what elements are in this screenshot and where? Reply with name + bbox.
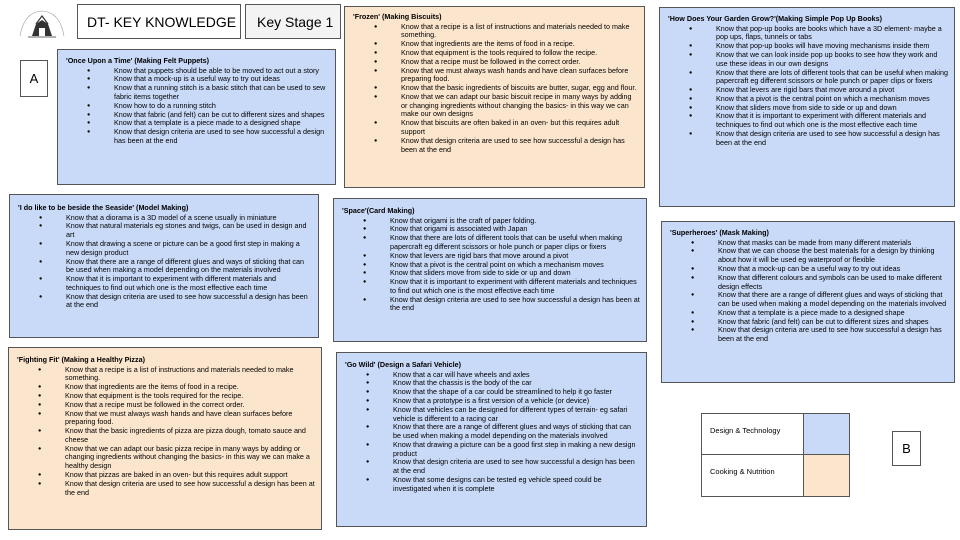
- list-item: ● Know that design criteria are used to see how successful a design has been at the end: [65, 480, 315, 498]
- list-item: ● Know that fabric (and felt) can be cut to different sizes and shapes: [114, 111, 329, 120]
- list-item: ● Know that a prototype is a first version of a vehicle (or device): [393, 397, 640, 406]
- list-item: ● Know that the basic ingredients of pizza are pizza dough, tomato sauce and cheese: [65, 427, 315, 445]
- panel-mask-making: [661, 221, 955, 383]
- panel-title: 'Superheroes' (Mask Making): [670, 228, 769, 237]
- legend-label: Design & Technology: [710, 426, 781, 435]
- school-logo: [14, 6, 70, 42]
- list-item: ● Know that puppets should be able to be moved to act out a story: [114, 67, 329, 76]
- list-item: ● Know that a recipe must be followed in the correct order.: [65, 401, 315, 410]
- panel-pop-up-books: [659, 7, 955, 207]
- panel-title: 'Space'(Card Making): [342, 206, 415, 215]
- key-stage-box: [245, 4, 341, 39]
- marker-b: [892, 431, 921, 466]
- panel-felt-puppets: [57, 49, 336, 185]
- legend: [701, 413, 850, 497]
- list-item: ● Know that origami is associated with Japan: [390, 225, 640, 234]
- list-item: ● Know that sliders move from side to side or up and down: [390, 269, 640, 278]
- list-item: ● Know that there are lots of different tools that can be useful when making papercraft eg different scissors or hole punch or paper clips or fixers: [390, 234, 640, 252]
- list-item: ● Know that some designs can be tested eg vehicle speed could be investigated when it is complete: [393, 476, 640, 494]
- knowledge-list: [670, 239, 948, 344]
- list-item: ● Know that there are a range of different glues and ways of sticking that can be used when making a model depending on the materials involved: [393, 423, 640, 441]
- list-item: ● Know that it is important to experiment with different materials and techniques to find out which one is the most effective each time: [716, 112, 948, 130]
- legend-row-dt: [702, 414, 849, 455]
- list-item: ● Know that drawing a scene or picture can be a good first step in making a new design product: [66, 240, 312, 258]
- list-item: ● Know that a mock-up can be a useful way to try out ideas: [718, 265, 948, 274]
- list-item: ● Know that a recipe is a list of instructions and materials needed to make something.: [401, 23, 638, 41]
- list-item: ● Know that vehicles can be designed for different types of terrain- eg safari vehicle is different to a racing car: [393, 406, 640, 424]
- list-item: ● Know that a pivot is the central point on which a mechanism moves: [390, 261, 640, 270]
- list-item: ● Know that a diorama is a 3D model of a scene usually in miniature: [66, 214, 312, 223]
- list-item: ● Know that design criteria are used to see how successful a design has been at the end: [393, 458, 640, 476]
- list-item: ● Know that equipment is the tools required for the recipe.: [65, 392, 315, 401]
- list-item: ● Know that it is important to experiment with different materials and techniques to find out which one is the most effective each time: [390, 278, 640, 296]
- list-item: ● Know that there are a range of different glues and ways of sticking that can be used when making a model depending on the materials involved: [66, 258, 312, 276]
- panel-title: 'Go Wild' (Design a Safari Vehicle): [345, 360, 461, 369]
- panel-safari-vehicle: [336, 352, 647, 527]
- list-item: ● Know that pop-up books are books which have a 3D element- maybe a pop ups, flaps, tunnels or tabs: [716, 25, 948, 43]
- list-item: ● Know that we can adapt our basic pizza recipe in many ways by adding or changing ingredients without changing the basics- in this way we can make a healthy design: [65, 445, 315, 471]
- key-stage-label: Key Stage 1: [257, 13, 334, 30]
- list-item: ● Know that we must always wash hands and have clean surfaces before preparing food.: [401, 67, 638, 85]
- knowledge-list: [342, 217, 640, 314]
- list-item: ● Know that equipment is the tools required to follow the recipe.: [401, 49, 638, 58]
- list-item: ● Know that sliders move from side to side or up and down: [716, 104, 948, 113]
- list-item: ● Know that the basic ingredients of biscuits are butter, sugar, egg and flour.: [401, 84, 638, 93]
- list-item: ● Know that a car will have wheels and axles: [393, 371, 640, 380]
- list-item: ● Know that a recipe is a list of instructions and materials needed to make something.: [65, 366, 315, 384]
- list-item: ● Know that different colours and symbols can be used to make different design effects: [718, 274, 948, 292]
- panel-title: 'Fighting Fit' (Making a Healthy Pizza): [17, 355, 146, 364]
- list-item: ● Know that we must always wash hands and have clean surfaces before preparing food.: [65, 410, 315, 428]
- list-item: ● Know that it is important to experiment with different materials and techniques to find out which one is the most effective each time: [66, 275, 312, 293]
- list-item: ● Know that a template is a piece made to a designed shape: [114, 119, 329, 128]
- list-item: ● Know that a recipe must be followed in the correct order.: [401, 58, 638, 67]
- list-item: ● Know that the shape of a car could be streamlined to help it go faster: [393, 388, 640, 397]
- panel-title: 'I do like to be beside the Seaside' (Model Making): [18, 203, 189, 212]
- list-item: ● Know that levers are rigid bars that move around a pivot: [716, 86, 948, 95]
- list-item: ● Know that ingredients are the items of food in a recipe.: [401, 40, 638, 49]
- legend-swatch-orange: [803, 455, 849, 496]
- panel-title: 'Frozen' (Making Biscuits): [353, 12, 442, 21]
- list-item: ● Know that ingredients are the items of food in a recipe.: [65, 383, 315, 392]
- knowledge-list: [17, 366, 315, 498]
- list-item: ● Know that the chassis is the body of the car: [393, 379, 640, 388]
- list-item: ● Know that design criteria are used to see how successful a design has been at the end: [718, 326, 948, 344]
- knowledge-list: [345, 371, 640, 494]
- list-item: ● Know that a running stitch is a basic stitch that can be used to sew fabric items together: [114, 84, 329, 102]
- knowledge-list: [668, 25, 948, 148]
- list-item: ● Know that a pivot is the central point on which a mechanism moves: [716, 95, 948, 104]
- page-title: DT- KEY KNOWLEDGE: [87, 13, 237, 30]
- panel-title: 'How Does Your Garden Grow?'(Making Simple Pop Up Books): [668, 14, 883, 23]
- list-item: ● Know that design criteria are used to see how successful a design has been at the end: [66, 293, 312, 311]
- marker-b-label: B: [902, 441, 911, 456]
- page-title-box: [77, 4, 241, 39]
- panel-seaside-model: [9, 194, 319, 338]
- knowledge-list: [66, 67, 329, 146]
- list-item: ● Know that design criteria are used to see how successful a design has been at the end: [390, 296, 640, 314]
- legend-swatch-blue: [803, 414, 849, 454]
- list-item: ● Know that design criteria are used to see how successful a design has been at the end: [716, 130, 948, 148]
- panel-healthy-pizza: [8, 347, 322, 530]
- list-item: ● Know that levers are rigid bars that move around a pivot: [390, 252, 640, 261]
- list-item: ● Know that natural materials eg stones and twigs, can be used in design and art: [66, 222, 312, 240]
- knowledge-list: [353, 23, 638, 155]
- marker-a-label: A: [29, 71, 39, 86]
- list-item: ● Know that origami is the craft of paper folding.: [390, 217, 640, 226]
- panel-card-making: [333, 198, 647, 342]
- list-item: ● Know that a template is a piece made to a designed shape: [718, 309, 948, 318]
- list-item: ● Know that a mock-up is a useful way to try out ideas: [114, 75, 329, 84]
- list-item: ● Know that design criteria are used to see how successful a design has been at the end: [401, 137, 638, 155]
- panel-biscuits: [344, 6, 645, 188]
- legend-row-cooking: [702, 455, 849, 496]
- list-item: ● Know that we can look inside pop up books to see how they work and use these ideas in our own designs: [716, 51, 948, 69]
- list-item: ● Know that there are lots of different tools that can be useful when making papercraft eg different scissors or hole punch or paper clips or fixers: [716, 69, 948, 87]
- list-item: ● Know that there are a range of different glues and ways of sticking that can be used when making a model depending on the materials involved: [718, 291, 948, 309]
- marker-a: [20, 60, 48, 97]
- knowledge-list: [18, 214, 312, 311]
- list-item: ● Know that we can adapt our basic biscuit recipe in many ways by adding or changing ingredients without changing the basics- in this way we can make our own designs: [401, 93, 638, 119]
- list-item: ● Know how to do a running stitch: [114, 102, 329, 111]
- list-item: ● Know that pop-up books will have moving mechanisms inside them: [716, 42, 948, 51]
- list-item: ● Know that pizzas are baked in an oven- but this requires adult support: [65, 471, 315, 480]
- list-item: ● Know that we can choose the best materials for a design by thinking about how it will be used eg waterproof or flexible: [718, 247, 948, 265]
- list-item: ● Know that drawing a picture can be a good first step in making a new design product: [393, 441, 640, 459]
- panel-title: 'Once Upon a Time' (Making Felt Puppets): [66, 56, 210, 65]
- list-item: ● Know that masks can be made from many different materials: [718, 239, 948, 248]
- list-item: ● Know that fabric (and felt) can be cut to different sizes and shapes: [718, 318, 948, 327]
- list-item: ● Know that biscuits are often baked in an oven- but this requires adult support: [401, 119, 638, 137]
- legend-label: Cooking & Nutrition: [710, 467, 775, 476]
- list-item: ● Know that design criteria are used to see how successful a design has been at the end: [114, 128, 329, 146]
